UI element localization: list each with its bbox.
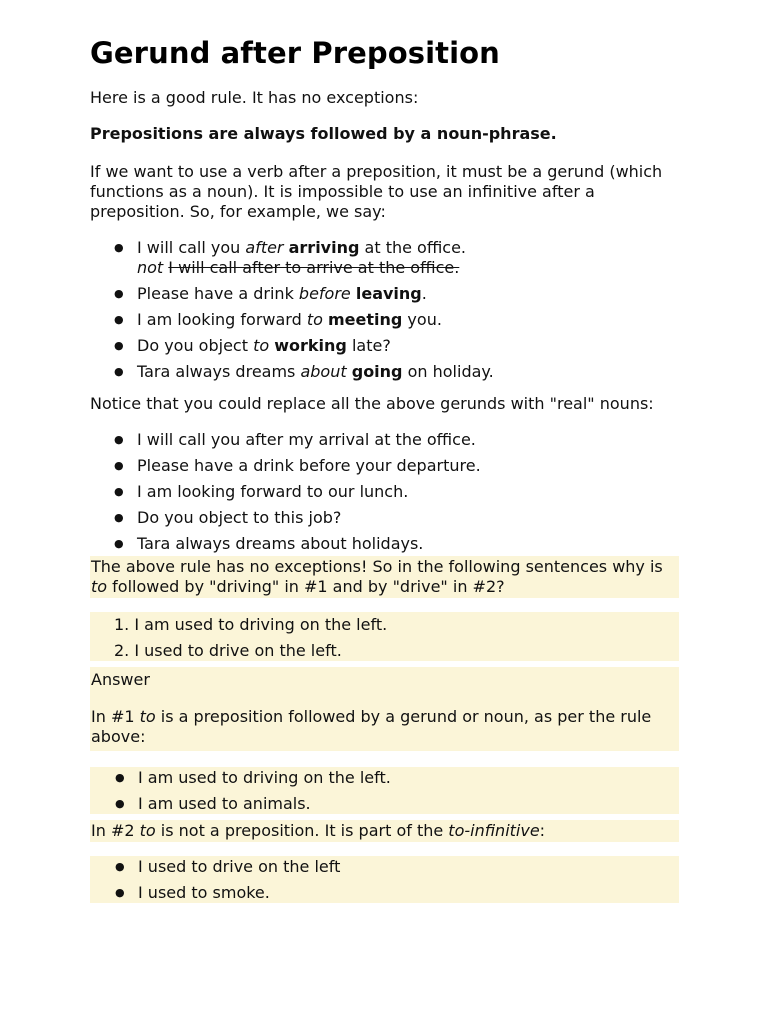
bullet-icon: ●	[114, 365, 124, 378]
list-item	[90, 336, 680, 356]
list-item-text: I am used to animals.	[138, 794, 311, 813]
explanation-paragraph: If we want to use a verb after a preposition, it must be a gerund (which functions as a noun). It is impossible to use an infinitive after a preposition. So, for example, we say:	[90, 162, 663, 221]
answer-two-list-box	[90, 856, 679, 903]
list-item-text: Tara always dreams about holidays.	[137, 534, 424, 553]
bullet-icon: ●	[114, 287, 124, 300]
example-text: I will call you	[137, 238, 246, 257]
list-item	[90, 284, 680, 304]
bullet-icon: ●	[114, 433, 124, 446]
bullet-icon: ●	[114, 313, 124, 326]
spacer	[90, 842, 680, 856]
example-preposition: about	[300, 362, 347, 381]
answer-part: is not a preposition. It is part of the	[155, 821, 449, 840]
list-item	[91, 883, 679, 903]
answer-label: Answer	[91, 670, 150, 689]
answer-one-list-box	[90, 767, 679, 814]
example-preposition: after	[245, 238, 284, 257]
numbered-item: 2. I used to drive on the left.	[114, 641, 342, 660]
example-text: .	[421, 284, 427, 303]
example-text: I am looking forward	[137, 310, 307, 329]
bullet-icon: ●	[115, 886, 125, 899]
list-item	[90, 508, 680, 528]
incorrect-example: I will call after to arrive at the office.	[168, 258, 460, 277]
question-part: The above rule has no exceptions! So in the following sentences why is	[91, 557, 663, 576]
list-item	[90, 456, 680, 476]
answer-one-text	[91, 707, 679, 747]
answer-two-text	[91, 821, 679, 841]
example-preposition: before	[298, 284, 351, 303]
list-item	[90, 534, 680, 554]
example-preposition: to	[253, 336, 270, 355]
list-item-text: I used to drive on the left	[138, 857, 341, 876]
example-gerund: leaving	[355, 284, 422, 303]
example-preposition: to	[306, 310, 323, 329]
bullet-icon: ●	[114, 537, 124, 550]
list-item-text: I will call you after my arrival at the office.	[137, 430, 476, 449]
negative-marker: not	[137, 258, 164, 277]
numbered-list	[91, 615, 679, 661]
list-item	[90, 310, 680, 330]
example-text: Do you object	[137, 336, 254, 355]
intro-text: Here is a good rule. It has no exceptions:	[90, 88, 419, 107]
spacer	[90, 751, 680, 767]
bullet-icon: ●	[115, 771, 125, 784]
answer-emphasis: to-infinitive	[448, 821, 540, 840]
example-gerund: working	[274, 336, 347, 355]
list-item	[91, 794, 679, 814]
noun-examples-list	[90, 430, 680, 554]
bullet-icon: ●	[114, 339, 124, 352]
example-gerund: going	[351, 362, 403, 381]
bullet-icon: ●	[114, 459, 124, 472]
gerund-examples-list	[90, 238, 680, 382]
answer-one-list	[91, 768, 679, 814]
list-item	[90, 482, 680, 502]
list-item-text: Do you object to this job?	[137, 508, 342, 527]
answer-two-list	[91, 857, 679, 903]
bullet-icon: ●	[114, 241, 124, 254]
article	[90, 34, 680, 905]
list-item	[90, 430, 680, 450]
answer-part: :	[539, 821, 546, 840]
list-item-text: I am used to driving on the left.	[138, 768, 391, 787]
question-box	[90, 556, 679, 598]
bullet-icon: ●	[115, 797, 125, 810]
answer-two-box	[90, 820, 679, 842]
list-item	[91, 857, 679, 877]
example-text: late?	[346, 336, 391, 355]
question-emphasis: to	[91, 577, 108, 596]
list-item	[91, 768, 679, 788]
example-text: you.	[402, 310, 442, 329]
example-text: Please have a drink	[137, 284, 299, 303]
example-gerund: meeting	[327, 310, 403, 329]
list-item	[90, 362, 680, 382]
bullet-icon: ●	[114, 485, 124, 498]
answer-emphasis: to	[139, 821, 156, 840]
spacer	[90, 598, 680, 612]
list-item-text: I used to smoke.	[138, 883, 270, 902]
page-title: Gerund after Preposition	[90, 36, 500, 70]
answer-part: In #1	[91, 707, 140, 726]
bullet-icon: ●	[115, 860, 125, 873]
list-item	[90, 238, 680, 278]
numbered-box	[90, 612, 679, 661]
question-text	[91, 557, 679, 597]
notice-paragraph: Notice that you could replace all the above gerunds with "real" nouns:	[90, 394, 654, 413]
answer-box	[90, 667, 679, 751]
list-item-text: I am looking forward to our lunch.	[137, 482, 409, 501]
example-gerund: arriving	[288, 238, 360, 257]
example-text: Tara always dreams	[137, 362, 301, 381]
answer-part: is a preposition followed by a gerund or noun, as per the rule above:	[91, 707, 652, 746]
numbered-item: 1. I am used to driving on the left.	[114, 615, 388, 634]
bullet-icon: ●	[114, 511, 124, 524]
question-part: followed by "driving" in #1 and by "drive" in #2?	[107, 577, 505, 596]
list-item-text: Please have a drink before your departure.	[137, 456, 481, 475]
rule-statement: Prepositions are always followed by a noun-phrase.	[90, 124, 557, 143]
answer-emphasis: to	[139, 707, 156, 726]
example-text: on holiday.	[402, 362, 494, 381]
example-text: at the office.	[359, 238, 467, 257]
answer-part: In #2	[91, 821, 140, 840]
